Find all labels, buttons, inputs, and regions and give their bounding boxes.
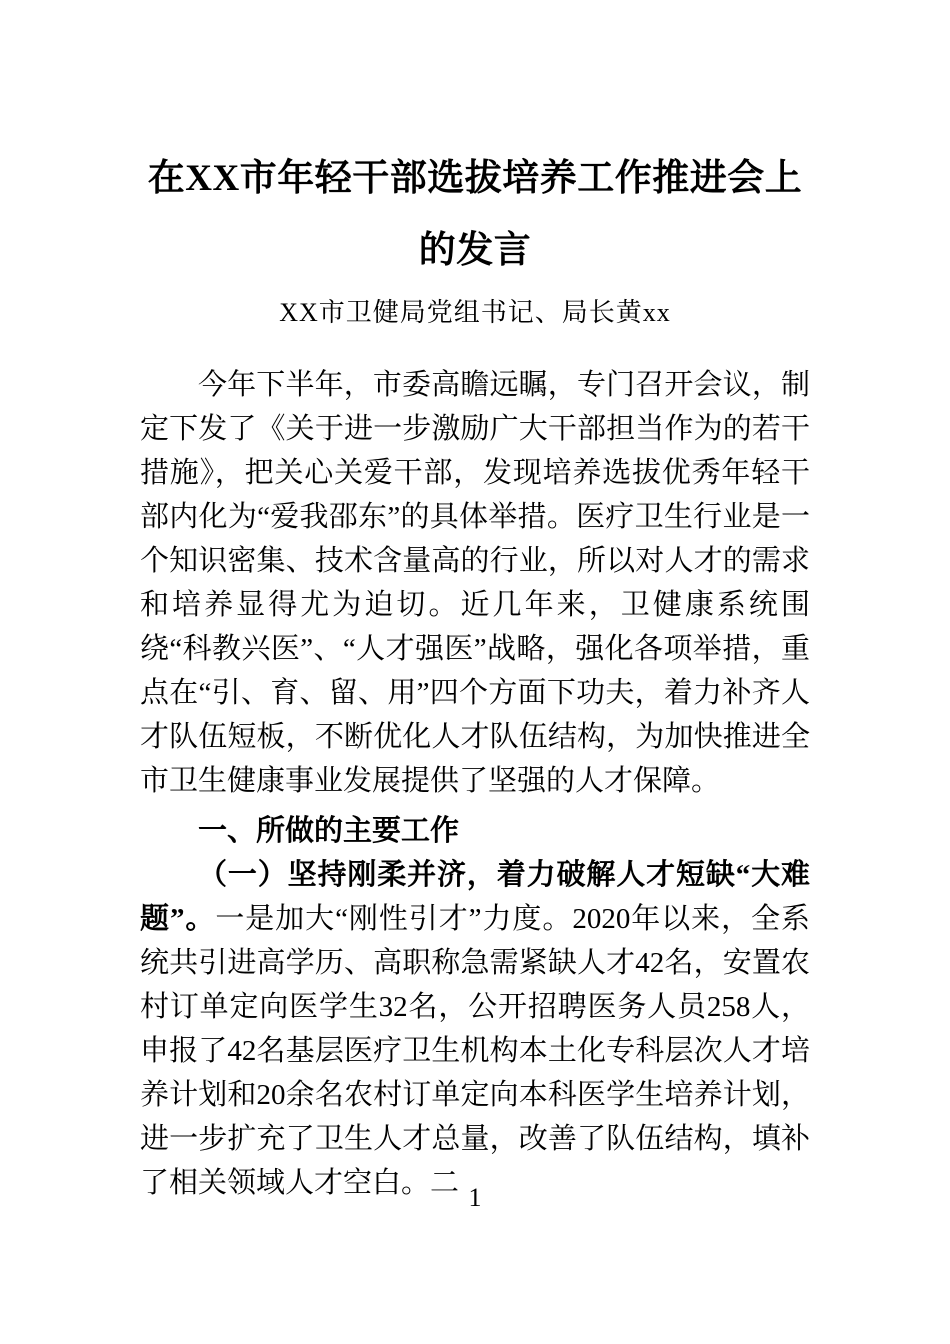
subsection-paragraph bbox=[140, 853, 810, 1205]
document-body bbox=[140, 363, 810, 1205]
page-footer bbox=[0, 1178, 950, 1218]
document-byline: XX市卫健局党组书记、局长黄xx bbox=[279, 298, 671, 327]
page-number: 1 bbox=[468, 1183, 482, 1212]
subsection-text: 2020年以来，全系统共引进高学历、高职称急需紧缺人才42名，安置农村订单定向医学生32名，公开招聘医务人员258人，申报了42名基层医疗卫生机构本土化专科层次人才培养计划和20余名农村订单定向本科医学生培养计划，进一步扩充了卫生人才总量，改善了队伍结构，填补了相关领域人才空白。二 bbox=[140, 903, 810, 1199]
section-heading: 一、所做的主要工作 bbox=[198, 815, 460, 847]
point-marker: 一是加大“刚性引才”力度。 bbox=[215, 903, 573, 935]
subsection-lead: （一）坚持刚柔并济，着力破解人才短缺“大难题”。 bbox=[140, 859, 810, 935]
document-title: 在XX市年轻干部选拔培养工作推进会上的发言 bbox=[147, 158, 803, 271]
intro-paragraph: 今年下半年，市委高瞻远瞩，专门召开会议，制定下发了《关于进一步激励广大干部担当作为的若干措施》，把关心关爱干部，发现培养选拔优秀年轻干部内化为“爱我邵东”的具体举措。医疗卫生行业是一个知识密集、技术含量高的行业，所以对人才的需求和培养显得尤为迫切。近几年来，卫健康系统围绕“科教兴医”、“人才强医”战略，强化各项举措，重点在“引、育、留、用”四个方面下功夫，着力补齐人才队伍短板，不断优化人才队伍结构，为加快推进全市卫生健康事业发展提供了坚强的人才保障。 bbox=[140, 369, 810, 797]
